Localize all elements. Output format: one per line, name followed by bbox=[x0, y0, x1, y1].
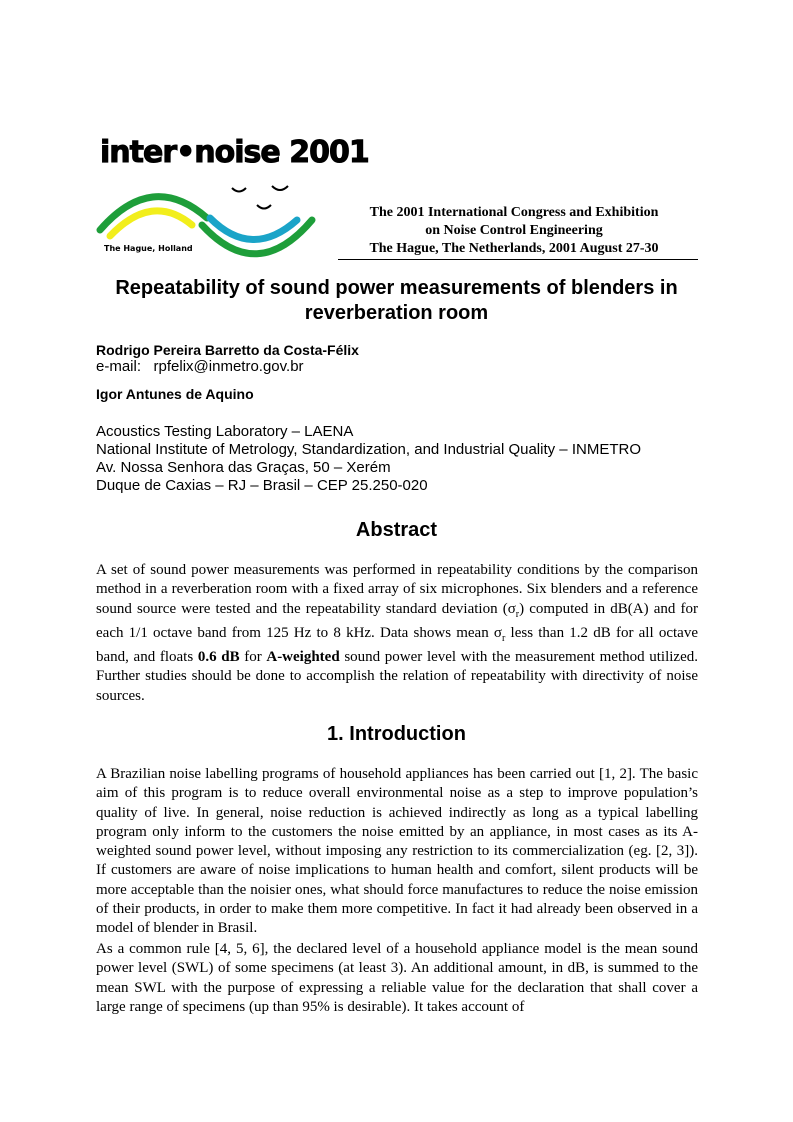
author-1-email-line bbox=[96, 358, 304, 376]
author-1-email: rpfelix@inmetro.gov.br bbox=[153, 358, 304, 375]
email-label: e-mail: bbox=[96, 358, 142, 375]
introduction-heading: 1. Introduction bbox=[327, 723, 466, 745]
conference-line-3: The Hague, The Netherlands, 2001 August 27-30 bbox=[369, 241, 659, 256]
title-line-2: reverberation room bbox=[304, 302, 489, 324]
conference-line-1: The 2001 International Congress and Exhibition bbox=[369, 205, 659, 220]
author-2: Igor Antunes de Aquino bbox=[96, 386, 254, 402]
introduction-paragraph-1: A Brazilian noise labelling programs of household appliances has been carried out [1, 2]. The basic aim of this program is to reduce overall environmental noise as a step to improve population’s quality of live. In general, noise reduction is achieved indirectly as long as a typical labelling program only inform to the customers the noise emitted by an appliance, in most cases as its A-weighted sound power level, without imposing any restriction to its commercialization (eg. [2, 3]). If customers are aware of noise implications to human health and comfort, silent products will be more acceptable than the noisier ones, what should force manufactures to reduce the noise emission of their products, in order to make them more competitive. In fact it had already been observed in a model of blender in Brasil. bbox=[96, 766, 698, 937]
affiliation-line-4: Duque de Caxias – RJ – Brasil – CEP 25.250-020 bbox=[96, 477, 428, 494]
introduction-paragraph-2: As a common rule [4, 5, 6], the declared level of a household appliance model is the mean sound power level (SWL) of some specimens (at least 3). An additional amount, in dB, is summed to the mean SWL with the purpose of expressing a reliable value for the declaration that shall cover a large range of specimens (up than 95% is desirable). It takes account of bbox=[96, 941, 698, 1015]
title-line-1: Repeatability of sound power measurements of blenders in bbox=[115, 277, 678, 299]
header-divider bbox=[338, 259, 698, 260]
paper-title bbox=[96, 276, 697, 326]
conference-logo-wordmark: inter•noise 2001 bbox=[100, 135, 369, 170]
abstract-heading: Abstract bbox=[355, 519, 438, 541]
abstract-text: A set of sound power measurements was performed in repeatability conditions by the comparison method in a reverberation room with a fixed array of six microphones. Six blenders and a reference sound source were tested and the repeatability standard deviation $(\sigma_r)$ computed in dB(A) and for each 1/1 octave band from 125 Hz to 8 kHz. Data shows mean $\sigma_r$ less than 1.2 dB for all octave band, and floats 0.6 dB for A-weighted sound power level with the measurement method utilized. Further studies should be done to accomplish the relation of repeatability with directivity of noise sources. bbox=[96, 562, 698, 704]
conference-line-2: on Noise Control Engineering bbox=[425, 223, 603, 238]
author-1: Rodrigo Pereira Barretto da Costa-Félix bbox=[96, 342, 359, 358]
affiliation-line-2: National Institute of Metrology, Standardization, and Industrial Quality – INMETRO bbox=[96, 441, 641, 458]
affiliation-line-1: Acoustics Testing Laboratory – LAENA bbox=[96, 423, 354, 440]
conference-header bbox=[330, 204, 698, 258]
conference-logo-city: The Hague, Holland bbox=[104, 244, 193, 253]
affiliation-line-3: Av. Nossa Senhora das Graças, 50 – Xerém bbox=[96, 459, 391, 476]
